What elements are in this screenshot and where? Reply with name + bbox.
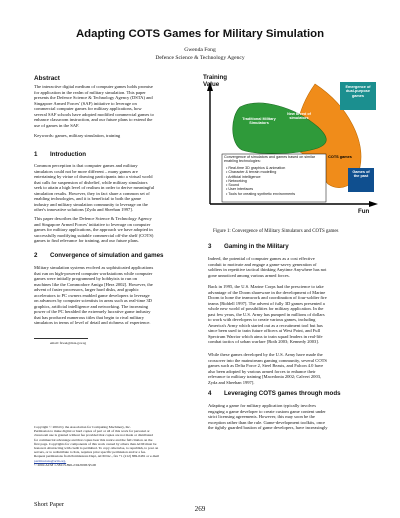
text-line: Spectrum Warrior which aims to train squad leaders in real-life — [208, 333, 323, 339]
paper-title: Adapting COTS Games for Military Simulation — [75, 28, 325, 40]
list-item-text: Real-time 3D graphics & animation — [228, 166, 286, 170]
x-axis-label: Fun — [358, 208, 370, 215]
figure-caption: Figure 1: Convergence of Military Simulators and COTS games — [213, 229, 339, 234]
copyright-line: first page. Copyrights for components of this work owned by others than ACM must be — [34, 441, 157, 446]
copyright-line: honored. Abstracting with credit is permitted. To copy otherwise, to republish, to post on — [34, 446, 159, 451]
list-item: • Sound — [226, 183, 239, 188]
text-line: games for military applications, the approach we have adopted in — [34, 227, 153, 233]
copyright-line: for commercial advantage and that copies bear this notice and the full citation on the — [34, 437, 153, 442]
text-line: games such as Delta Force 2, Steel Beasts, and Falcon 4.0 have — [208, 363, 324, 369]
text-line: Doom to hone the teamwork and coordination of four-soldier fire — [208, 295, 327, 301]
text-line: industry and military simulation community to leverage on the — [34, 201, 148, 207]
abstract-line: presents the Defence Science & Technology Agency (DSTA) and — [34, 95, 153, 101]
text-line: relevance to military training [Macedonia 2002; Calvert 2003, — [208, 374, 322, 380]
abstract-line: commercial computer games for military applications, how — [34, 106, 142, 112]
section-1-paragraph-2 — [34, 216, 194, 244]
section-3-paragraph-1 — [208, 256, 368, 278]
footnote-rule — [34, 338, 88, 339]
abstract-line: use of games in the SAF. — [34, 122, 80, 128]
list-item: • User interfaces — [226, 187, 254, 192]
list-item: • Tools for creating synthetic environments — [226, 191, 296, 196]
new-breed-label: New breed of simulators — [287, 112, 311, 121]
games-of-past-label: Games of the past — [352, 170, 370, 179]
section-1-paragraph-1 — [34, 163, 194, 213]
section-3-paragraph-3 — [208, 352, 368, 385]
text-line: accelerators to PC owners enabled game developers to leverage — [34, 292, 150, 298]
text-line: successfully modifying suitable commercial off-the shelf (COTS) — [34, 232, 154, 238]
text-line: entertaining by virtue of drawing participants into a virtual world — [34, 174, 153, 180]
text-line: exception rather than the rule. Game-development toolkits, once — [208, 419, 326, 425]
author-name: Gwenda Fong — [184, 47, 216, 53]
section-3-heading — [208, 243, 289, 250]
section-number: 3 — [208, 243, 212, 250]
text-line: to work with developers to create various games, including — [208, 317, 316, 323]
text-line: Back in 1995, the U.S. Marine Corps had the prescience to take — [208, 284, 324, 289]
text-line: advent of faster processors, larger hard disks, and graphic — [34, 287, 139, 293]
abstract-line: The interactive digital medium of computer games holds promise — [34, 84, 153, 89]
x-axis-arrow-icon — [369, 201, 378, 207]
text-line: crossover into the mainstream gaming community, several COTS — [208, 357, 327, 363]
section-title: Gaming in the Military — [224, 243, 289, 250]
text-line: soldiers in repetitive tactical thinking Anytime Anywhere has not — [208, 267, 327, 273]
list-item: • Artificial intelligence — [226, 174, 261, 179]
text-line: and Singapore Armed Forces' initiative to leverage on computer — [34, 221, 151, 227]
text-line: combat tactics of urban warfare [Roth 2003; Kennedy 2003]. — [208, 339, 319, 345]
list-item: • Character & terrain modelling — [226, 170, 277, 175]
copyright-line: Permission to make digital or hard copies of part or all of this work for personal or — [34, 429, 150, 434]
cots-games-label: COTS games — [328, 155, 352, 159]
copyright-line: Copyright © 2004 by the Association for Computing Machinery, Inc. — [34, 425, 131, 429]
list-item-text: Sound — [228, 183, 239, 188]
text-line: engaging a game developer to create custom game content under — [208, 408, 326, 414]
text-line: machines like the Commodore Amiga [Herz 2002]. However, the — [34, 281, 153, 287]
text-line: that run on high-powered computer workstations while computer — [34, 270, 153, 276]
page-number: 269 — [194, 505, 206, 513]
text-line: teams [Riddell 1997]. The advent of fully 3D games presented a — [208, 300, 325, 306]
text-line: enabling technologies, and it is beneficial to both the game — [34, 196, 142, 202]
section-2-heading — [34, 252, 163, 259]
enabling-tech-heading: Convergence of simulators and games based on similar enabling technologies: — [224, 155, 316, 164]
text-line: other's innovative solutions [Zyda and Sheehan 1997]. — [34, 207, 133, 213]
abstract-line: Singapore Armed Forces' (SAF) initiative to leverage on — [34, 100, 137, 106]
list-item-text: Tools for creating synthetic environments — [228, 191, 296, 196]
text-line: whole new world of possibilities for military application. In the — [208, 306, 324, 312]
text-line: Military simulation systems evolved as sophisticated applications — [34, 265, 154, 270]
text-line: Indeed, the potential of computer games as a cost effective — [208, 256, 315, 261]
text-line: that calls for suspension of disbelief, while military simulators — [34, 179, 148, 185]
section-number: 2 — [34, 252, 38, 259]
text-line: graphics, artificial intelligence and networking. The increasing — [34, 303, 149, 309]
section-2-paragraph-1 — [34, 265, 194, 326]
list-item-text: Networking — [228, 178, 247, 183]
copyright-line: permissions@acm.org. — [34, 458, 67, 463]
abstract-heading: Abstract — [34, 75, 60, 82]
emergence-label: Emergence of dual-purpose games — [345, 85, 371, 98]
section-title: Leveraging COTS games through mods — [224, 390, 341, 397]
short-paper-label: Short Paper — [34, 501, 64, 508]
list-item-text: Character & terrain modelling — [228, 170, 277, 175]
text-line: games to find relevance for training, and our future plans. — [34, 238, 139, 244]
text-line: strict licensing agreements. However, this may soon be the — [208, 414, 315, 420]
section-1-heading — [34, 151, 86, 158]
abstract-line: enhance classroom instruction, and our future plans to extend the — [34, 117, 153, 123]
author-affiliation: Defence Science & Technology Agency — [155, 55, 245, 61]
keywords: Keywords: games, military simulation, training — [34, 133, 121, 138]
text-line: simulation results. However, they in fact share a common set of — [34, 190, 150, 196]
abstract-line: several SAF schools have adopted modified commercial games to — [34, 111, 154, 117]
text-line: Zyda and Sheehan 1997]. — [208, 379, 255, 385]
section-title: Convergence of simulation and games — [50, 252, 164, 259]
copyright-notice — [34, 425, 198, 467]
copyright-line: Request permissions from Permissions Dept, ACM Inc., fax +1 (212) 869-0481 or e-mail — [34, 454, 159, 459]
section-number: 4 — [208, 390, 212, 397]
text-line: Common perception is that computer games and military — [34, 163, 138, 168]
copyright-line: © 2004 ACM 1-58113-896-2/04/0006 $5.00 — [34, 462, 97, 467]
text-line: the tightly guarded bastion of game developers, have increasingly — [208, 425, 328, 431]
section-title: Introduction — [50, 151, 87, 158]
text-line: also been adopted by various armed forces to enhance their — [208, 368, 316, 374]
text-line: games were initially programmed by hobbyists to run on — [34, 276, 138, 282]
text-line: Adapting a game for military application typically involves — [208, 403, 316, 408]
text-line: that has produced numerous titles that begin to rival military — [34, 314, 144, 320]
text-line: past few years, the U.S. Army has pumped in millions of dollars — [208, 311, 325, 317]
text-line: simulators could not be more different – many games are — [34, 168, 138, 174]
list-item: • Networking — [226, 178, 247, 183]
traditional-simulators-label: Traditional Military Simulators — [242, 117, 276, 126]
text-line: conduit to motivate and engage a game-savvy generation of — [208, 261, 317, 267]
section-3-paragraph-2 — [208, 284, 368, 345]
email-footnote: email: fzwei@dsta.gov.sg — [50, 341, 87, 345]
list-item: • Real-time 3D graphics & animation — [226, 166, 286, 170]
section-4-paragraph-1 — [208, 403, 368, 431]
text-line: seek to attain a high level of realism in order to derive meaningful — [34, 185, 155, 191]
y-axis-label: Training Value — [203, 74, 228, 88]
enabling-tech-list — [226, 166, 326, 196]
copyright-line: classroom use is granted without fee provided that copies are not made or distributed — [34, 433, 153, 438]
section-number: 1 — [34, 151, 38, 158]
list-item-text: Artificial intelligence — [228, 174, 261, 179]
text-line: While these games developed by the U.S. Army have made the — [208, 352, 323, 357]
copyright-line: servers, or to redistribute to lists, requires prior specific permission and/or a fee. — [34, 450, 147, 455]
text-line: gone unnoticed among various armed forces. — [208, 272, 290, 278]
text-line: This paper describes the Defence Science & Technology Agency — [34, 216, 152, 221]
section-4-heading — [208, 390, 341, 397]
abstract-body — [34, 84, 194, 128]
abstract-line: for application in the realm of military simulation. This paper — [34, 89, 146, 95]
text-line: since been used to train future officers at West Point, and Full — [208, 328, 321, 334]
text-line: on advances by computer scientists in areas such as real-time 3D — [34, 298, 152, 304]
text-line: America's Army which started out as a recruitment tool but has — [208, 322, 323, 328]
text-line: power of the PC heralded the extremely lucrative game industry — [34, 309, 151, 315]
text-line: simulators in terms of level of detail and richness of experience. — [34, 320, 151, 326]
text-line: advantage of the Doom shareware in the development of Marine — [208, 289, 326, 295]
list-item-text: User interfaces — [228, 187, 254, 192]
